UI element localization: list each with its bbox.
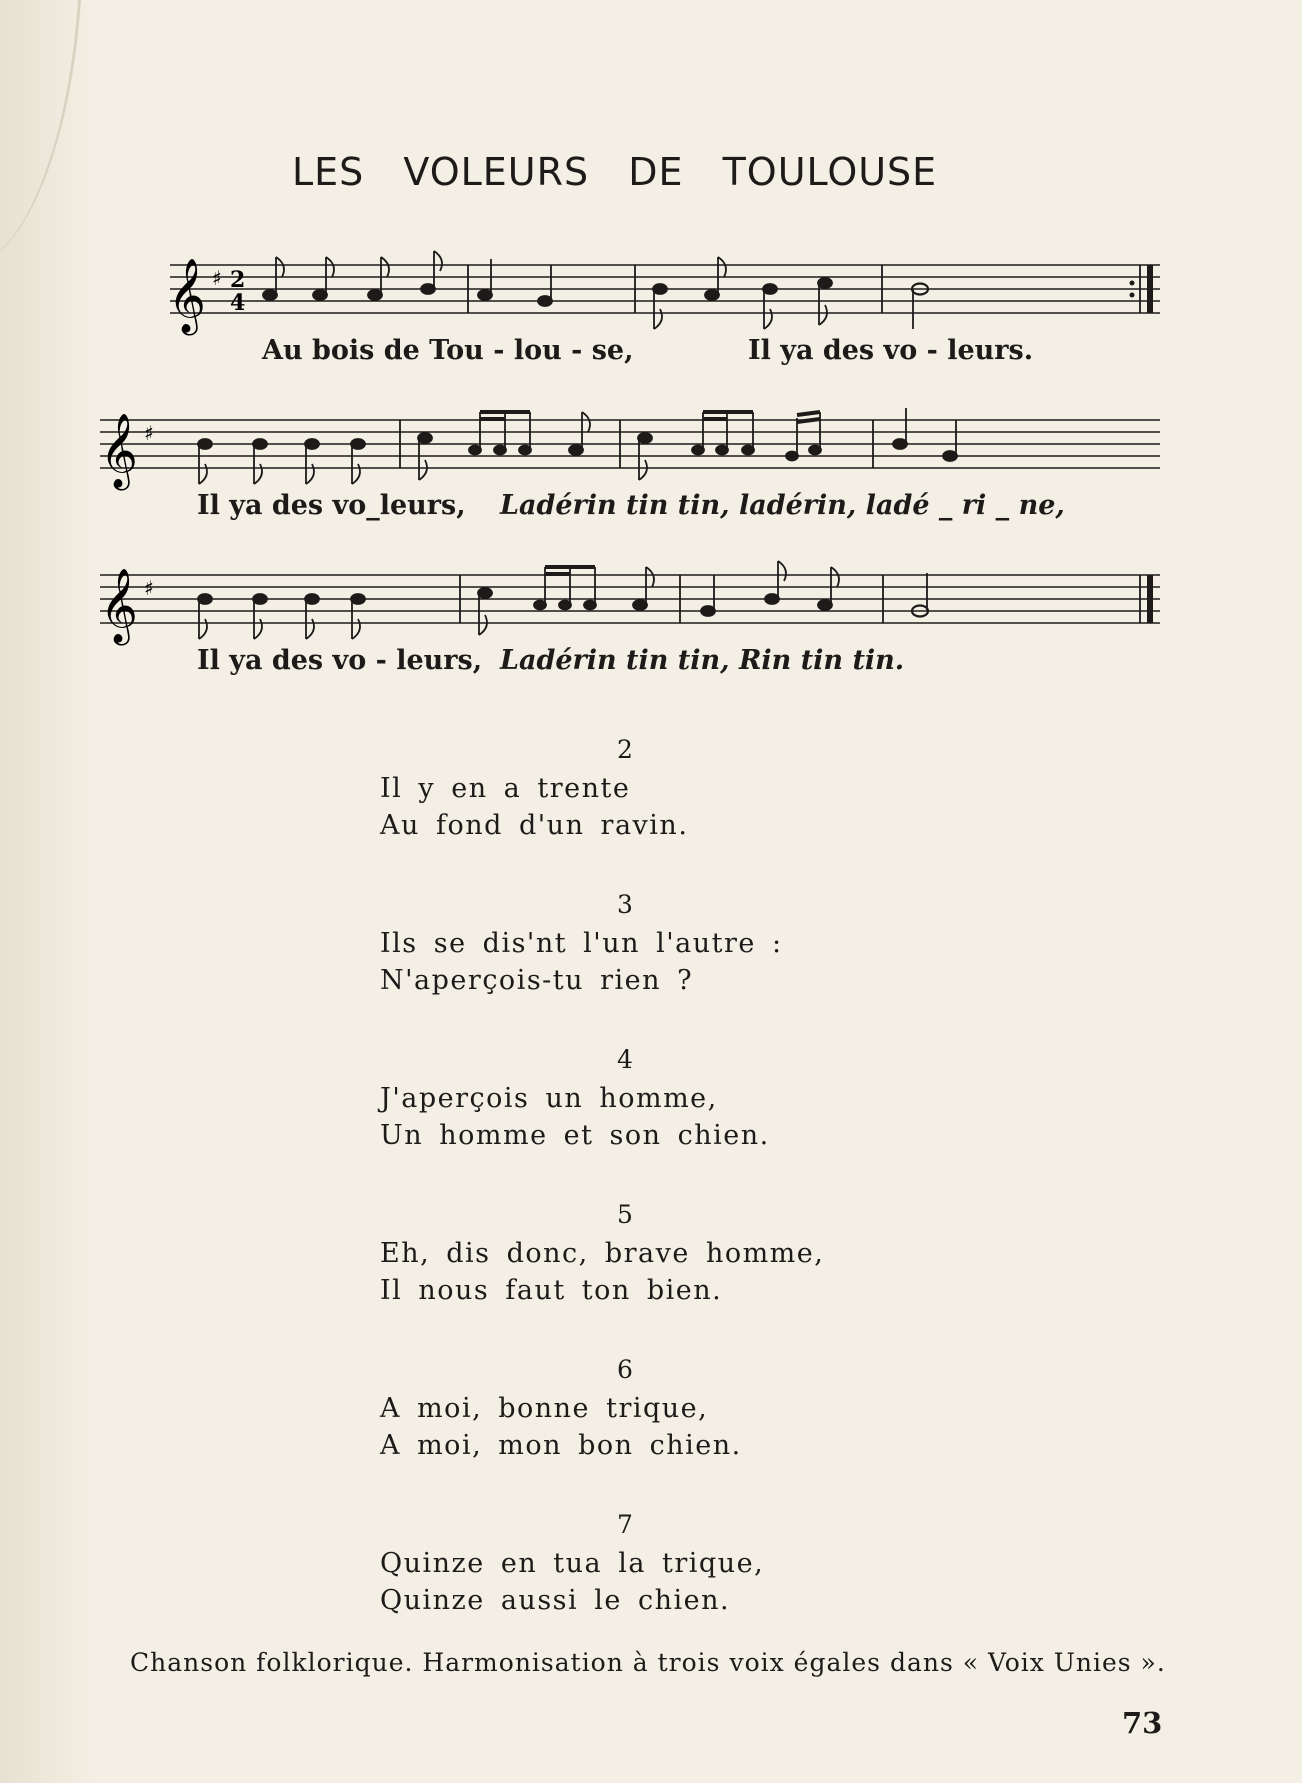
verse-line: Eh, dis donc, brave homme, — [380, 1238, 825, 1269]
lyric-phrase: Il ya des vo - leurs, — [197, 645, 483, 676]
verse-line: N'aperçois-tu rien ? — [380, 965, 694, 996]
music-system-2 — [100, 400, 1170, 530]
verse-number: 7 — [617, 1510, 633, 1539]
staff-3 — [100, 555, 1170, 645]
notes-system-1 — [263, 251, 1153, 329]
page-edge-shadow — [0, 0, 95, 1783]
verse-7 — [380, 1505, 900, 1660]
verse-3 — [380, 885, 900, 1040]
time-sig-top: 2 — [230, 267, 246, 293]
verse-line: A moi, bonne trique, — [380, 1393, 709, 1424]
lyrics-line-2 — [100, 490, 1170, 530]
verse-line: Quinze aussi le chien. — [380, 1585, 731, 1616]
verses — [380, 730, 900, 1660]
verse-number: 6 — [617, 1355, 633, 1384]
music-system-1 — [100, 245, 1170, 375]
lyrics-line-1 — [100, 335, 1170, 375]
verse-line: Quinze en tua la trique, — [380, 1548, 765, 1579]
key-signature-sharp: ♯ — [144, 421, 154, 445]
staff-2 — [100, 400, 1170, 490]
key-signature-sharp: ♯ — [212, 266, 222, 290]
lyric-phrase: Il ya des vo - leurs. — [748, 335, 1034, 366]
verse-line: J'aperçois un homme, — [380, 1083, 718, 1114]
verse-line: Il nous faut ton bien. — [380, 1275, 723, 1306]
footnote: Chanson folklorique. Harmonisation à trois voix égales dans « Voix Unies ». — [130, 1648, 1166, 1677]
verse-4 — [380, 1040, 900, 1195]
lyric-refrain: Ladérin tin tin, ladérin, ladé _ ri _ ne, — [500, 490, 1065, 521]
lyrics-line-3 — [100, 645, 1170, 685]
key-signature-sharp: ♯ — [144, 576, 154, 600]
verse-line: Ils se dis'nt l'un l'autre : — [380, 928, 783, 959]
time-sig-bottom: 4 — [230, 290, 246, 316]
lyric-refrain: Ladérin tin tin, Rin tin tin. — [500, 645, 905, 676]
verse-line: Au fond d'un ravin. — [380, 810, 689, 841]
treble-clef: 𝄞 — [100, 569, 138, 643]
verse-line: A moi, mon bon chien. — [380, 1430, 742, 1461]
lyric-phrase: Il ya des vo_leurs, — [197, 490, 466, 521]
verse-5 — [380, 1195, 900, 1350]
verse-number: 2 — [617, 735, 633, 764]
verse-number: 4 — [617, 1045, 633, 1074]
music-system-3 — [100, 555, 1170, 685]
verse-number: 5 — [617, 1200, 633, 1229]
verse-6 — [380, 1350, 900, 1505]
lyric-phrase: Au bois de Tou - lou - se, — [262, 335, 634, 366]
song-title: LES VOLEURS DE TOULOUSE — [292, 150, 938, 194]
page-number: 73 — [1122, 1706, 1163, 1740]
verse-2 — [380, 730, 900, 885]
staff-1 — [100, 245, 1170, 335]
verse-line: Un homme et son chien. — [380, 1120, 770, 1151]
verse-number: 3 — [617, 890, 633, 919]
treble-clef: 𝄞 — [168, 259, 206, 333]
notes-system-3 — [198, 561, 1153, 639]
treble-clef: 𝄞 — [100, 414, 138, 488]
verse-line: Il y en a trente — [380, 773, 631, 804]
